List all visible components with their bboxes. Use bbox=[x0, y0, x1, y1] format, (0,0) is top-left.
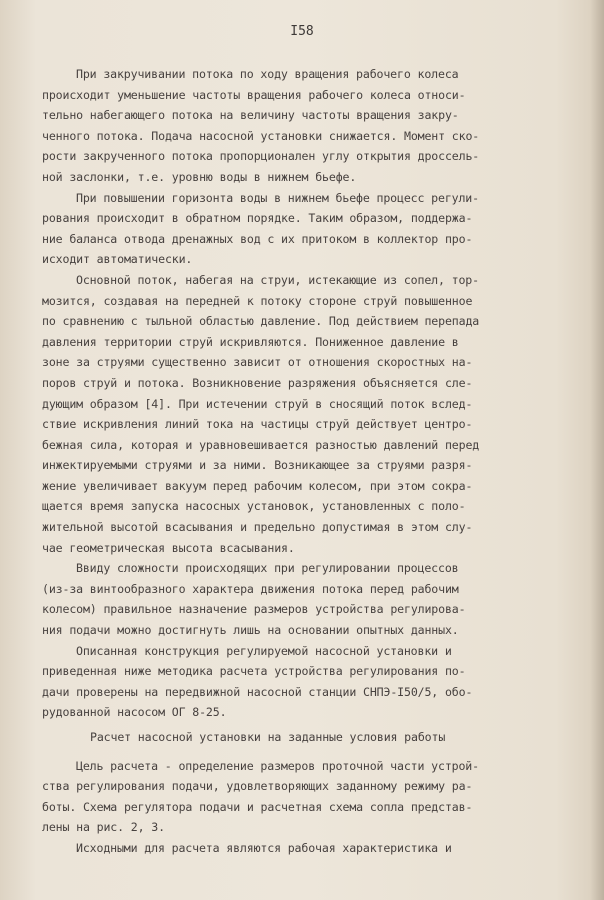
text-line: боты. Схема регулятора подачи и расчетная схема сопла представ- bbox=[42, 799, 473, 814]
text-line: поров струй и потока. Возникновение разряжения объясняется сле- bbox=[42, 375, 473, 390]
text-line: исходит автоматически. bbox=[42, 252, 193, 267]
text-line: приведенная ниже методика расчета устройства регулирования по- bbox=[42, 664, 466, 679]
paragraphs-after-heading bbox=[42, 756, 562, 859]
text-line: Цель расчета - определение размеров проточной части устрой- bbox=[76, 758, 479, 773]
text-line: ние баланса отвода дренажных вод с их притоком в коллектор про- bbox=[42, 231, 473, 246]
text-line: При закручивании потока по ходу вращения рабочего колеса bbox=[76, 67, 459, 81]
text-line: рости закрученного потока пропорционален углу открытия дроссель- bbox=[42, 149, 480, 164]
text-line: щается время запуска насосных установок, установленных с поло- bbox=[42, 499, 466, 514]
page-number: I58 bbox=[290, 24, 314, 39]
text-line: давления территории струй искривляются. Пониженное давление в bbox=[42, 334, 459, 349]
section-heading: Расчет насосной установки на заданные условия работы bbox=[90, 730, 446, 744]
text-line: ства регулирования подачи, удовлетворяющих заданному режиму ра- bbox=[42, 779, 473, 794]
text-line: ствие искривления линий тока на частицы струй действует центро- bbox=[42, 417, 473, 432]
text-line: колесом) правильное назначение размеров устройства регулирова- bbox=[42, 602, 466, 617]
text-line: тельно набегающего потока на величину частоты вращения закру- bbox=[42, 108, 459, 123]
text-line: дующим образом [4]. При истечении струй в сносящий поток вслед- bbox=[42, 396, 473, 411]
text-line: ния подачи можно достигнуть лишь на основании опытных данных. bbox=[42, 623, 459, 638]
text-line: Ввиду сложности происходящих при регулировании процессов bbox=[76, 561, 459, 576]
text-line: бежная сила, которая и уравновешивается разностью давлений перед bbox=[42, 437, 480, 452]
document-body bbox=[42, 64, 562, 859]
text-line: дачи проверены на передвижной насосной станции СНПЭ-I50/5, обо- bbox=[42, 684, 473, 699]
text-line: чае геометрическая высота всасывания. bbox=[42, 540, 295, 555]
text-line: ченного потока. Подача насосной установки снижается. Момент ско- bbox=[42, 128, 480, 143]
paragraph bbox=[42, 270, 562, 558]
text-line: Исходными для расчета являются рабочая характеристика и bbox=[76, 840, 452, 855]
text-line: инжектируемыми струями и за ними. Возникающее за струями разря- bbox=[42, 458, 473, 473]
text-line: ной заслонки, т.е. уровню воды в нижнем бьефе. bbox=[42, 169, 357, 184]
paragraph bbox=[42, 64, 562, 188]
text-line: (из-за винтообразного характера движения потока перед рабочим bbox=[42, 581, 459, 596]
text-line: Основной поток, набегая на струи, истекающие из сопел, тор- bbox=[76, 272, 479, 287]
paragraph bbox=[42, 188, 562, 270]
text-line: лены на рис. 2, 3. bbox=[42, 820, 165, 835]
text-line: по сравнению с тыльной областью давление. Под действием перепада bbox=[42, 314, 480, 329]
text-line: жительной высотой всасывания и предельно допустимая в этом слу- bbox=[42, 520, 473, 535]
text-line: рудованной насосом ОГ 8-25. bbox=[42, 705, 227, 720]
text-line: происходит уменьшение частоты вращения рабочего колеса относи- bbox=[42, 87, 466, 102]
paragraphs-before-heading bbox=[42, 64, 562, 723]
text-line: мозится, создавая на передней к потоку стороне струй повышенное bbox=[42, 293, 473, 308]
paragraph bbox=[42, 756, 562, 838]
text-line: Описанная конструкция регулируемой насосной установки и bbox=[76, 643, 452, 658]
paragraph bbox=[42, 641, 562, 723]
paragraph bbox=[42, 558, 562, 640]
page-edge-shadow bbox=[590, 0, 604, 900]
paragraph bbox=[42, 838, 562, 859]
text-line: жение увеличивает вакуум перед рабочим колесом, при этом сокра- bbox=[42, 478, 473, 493]
text-line: зоне за струями существенно зависит от отношения скоростных на- bbox=[42, 355, 473, 370]
text-line: рования происходит в обратном порядке. Таким образом, поддержа- bbox=[42, 211, 473, 226]
text-line: При повышении горизонта воды в нижнем бьефе процесс регули- bbox=[76, 190, 479, 205]
